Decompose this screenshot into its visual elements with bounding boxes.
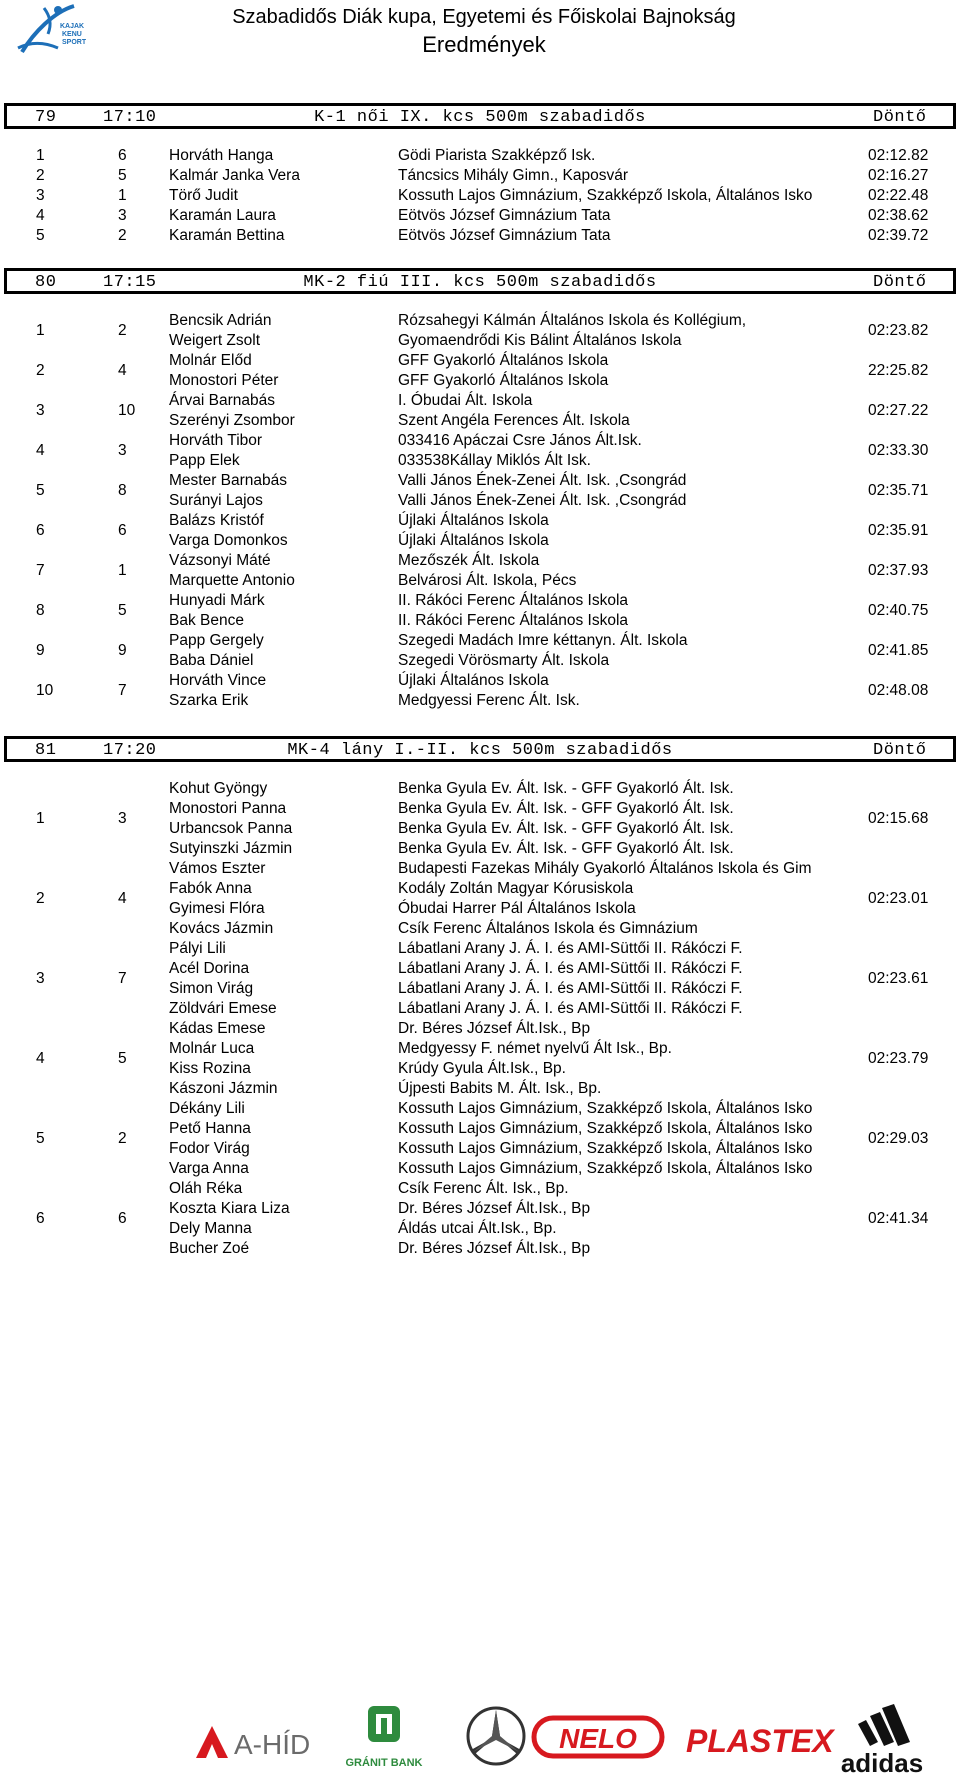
- rank: 1: [36, 322, 45, 339]
- club-name: GFF Gyakorló Általános Iskola: [398, 352, 609, 369]
- result-row: [0, 431, 960, 471]
- result-row: [0, 311, 960, 351]
- athlete-name: Horváth Vince: [169, 672, 267, 689]
- a-hid-logo: [196, 1726, 310, 1760]
- club-name: Újlaki Általános Iskola: [398, 672, 549, 689]
- lane: 4: [118, 890, 127, 907]
- mercedes-logo: [468, 1708, 524, 1764]
- athlete-name: Balázs Kristóf: [169, 512, 264, 529]
- page-subtitle: Eredmények: [422, 32, 546, 57]
- result-row: [0, 1019, 960, 1099]
- athlete-name: Monostori Panna: [169, 800, 287, 817]
- athlete-name: Papp Gergely: [169, 632, 264, 649]
- athlete-name: Dékány Lili: [169, 1100, 245, 1117]
- club-name: II. Rákóci Ferenc Általános Iskola: [398, 592, 629, 609]
- club-name: I. Óbudai Ált. Iskola: [398, 392, 533, 409]
- club-name: Rózsahegyi Kálmán Általános Iskola és Kollégium,: [398, 312, 747, 329]
- result-row: [0, 671, 960, 711]
- svg-text:GRÁNIT BANK: GRÁNIT BANK: [345, 1757, 423, 1769]
- athlete-name: Molnár Luca: [169, 1040, 255, 1057]
- athlete-name: Varga Anna: [169, 1160, 249, 1177]
- club-name: Szent Angéla Ferences Ált. Iskola: [398, 412, 630, 429]
- finish-time: 02:27.22: [868, 402, 929, 419]
- finish-time: 02:35.91: [868, 522, 929, 539]
- race-name: MK-4 lány I.-II. kcs 500m szabadidős: [287, 741, 673, 760]
- club-name: Dr. Béres József Ált.Isk., Bp: [398, 1200, 591, 1217]
- club-name: Szegedi Vörösmarty Ált. Iskola: [398, 652, 610, 669]
- svg-text:adidas: adidas: [840, 1748, 924, 1778]
- race-header: [4, 268, 956, 294]
- athlete-name: Oláh Réka: [169, 1180, 243, 1197]
- result-row: [0, 859, 960, 939]
- athlete-name: Karamán Bettina: [169, 227, 285, 244]
- lane: 8: [118, 482, 127, 499]
- svg-text:KENU: KENU: [62, 31, 82, 38]
- athlete-name: Hunyadi Márk: [169, 592, 265, 609]
- club-name: Lábatlani Arany J. Á. I. és AMI-Süttői II. Rákóczi F.: [398, 960, 743, 977]
- athlete-name: Kalmár Janka Vera: [169, 167, 300, 184]
- club-name: Medgyessy F. német nyelvű Ált Isk., Bp.: [398, 1040, 672, 1057]
- finish-time: 02:22.48: [868, 187, 929, 204]
- lane: 3: [118, 810, 127, 827]
- finish-time: 02:38.62: [868, 207, 929, 224]
- rank: 2: [36, 167, 45, 184]
- club-name: Csík Ferenc Ált. Isk., Bp.: [398, 1180, 569, 1197]
- athlete-name: Szerényi Zsombor: [169, 412, 295, 429]
- athlete-name: Vázsonyi Máté: [169, 552, 271, 569]
- club-name: Kossuth Lajos Gimnázium, Szakképző Iskola, Általános Isko: [398, 1160, 813, 1177]
- finish-time: 02:35.71: [868, 482, 929, 499]
- race-number: 80: [35, 273, 57, 292]
- race-phase: Döntő: [873, 108, 927, 127]
- rank: 9: [36, 642, 45, 659]
- rank: 3: [36, 970, 45, 987]
- athlete-name: Varga Domonkos: [169, 532, 288, 549]
- club-name: Kossuth Lajos Gimnázium, Szakképző Iskola, Általános Isko: [398, 1120, 813, 1137]
- club-name: Csík Ferenc Általános Iskola és Gimnázium: [398, 920, 698, 937]
- club-name: Benka Gyula Ev. Ált. Isk. - GFF Gyakorló Ált. Isk.: [398, 800, 734, 817]
- svg-text:PLASTEX: PLASTEX: [686, 1723, 834, 1759]
- result-row: [0, 471, 960, 511]
- lane: 6: [118, 522, 127, 539]
- club-name: Táncsics Mihály Gimn., Kaposvár: [398, 167, 628, 184]
- result-row: [0, 779, 960, 859]
- athlete-name: Kászoni Jázmin: [169, 1080, 278, 1097]
- athlete-name: Karamán Laura: [169, 207, 276, 224]
- result-row: [0, 226, 960, 246]
- club-name: Mezőszék Ált. Iskola: [398, 552, 540, 569]
- athlete-name: Molnár Előd: [169, 352, 252, 369]
- result-row: [0, 1099, 960, 1179]
- lane: 1: [118, 562, 127, 579]
- club-name: Újlaki Általános Iskola: [398, 512, 549, 529]
- club-name: Kossuth Lajos Gimnázium, Szakképző Iskola, Általános Isko: [398, 1140, 813, 1157]
- rank: 6: [36, 1210, 45, 1227]
- lane: 7: [118, 970, 127, 987]
- granit-bank-logo: [346, 1706, 423, 1769]
- athlete-name: Fodor Virág: [169, 1140, 250, 1157]
- athlete-name: Fabók Anna: [169, 880, 252, 897]
- club-name: Valli János Ének-Zenei Ált. Isk. ,Csongrád: [398, 492, 687, 509]
- race-number: 81: [35, 741, 57, 760]
- lane: 1: [118, 187, 127, 204]
- page-title: Szabadidős Diák kupa, Egyetemi és Főiskolai Bajnokság: [232, 6, 736, 28]
- lane: 9: [118, 642, 127, 659]
- finish-time: 02:29.03: [868, 1130, 929, 1147]
- lane: 10: [118, 402, 136, 419]
- finish-time: 02:33.30: [868, 442, 929, 459]
- result-row: [0, 166, 960, 186]
- finish-time: 02:41.85: [868, 642, 929, 659]
- sponsor-bar: [0, 1696, 960, 1778]
- athlete-name: Koszta Kiara Liza: [169, 1200, 290, 1217]
- result-row: [0, 1179, 960, 1259]
- athlete-name: Zöldvári Emese: [169, 1000, 277, 1017]
- finish-time: 02:23.82: [868, 322, 929, 339]
- athlete-name: Baba Dániel: [169, 652, 254, 669]
- club-name: Kossuth Lajos Gimnázium, Szakképző Iskola, Általános Isko: [398, 187, 813, 204]
- club-name: 033538Kállay Miklós Ált Isk.: [398, 452, 591, 469]
- rank: 4: [36, 1050, 45, 1067]
- lane: 7: [118, 682, 127, 699]
- svg-text:A-HÍD: A-HÍD: [234, 1729, 311, 1760]
- svg-text:NELO: NELO: [559, 1723, 637, 1754]
- athlete-name: Marquette Antonio: [169, 572, 295, 589]
- rank: 4: [36, 442, 45, 459]
- club-name: Gyomaendrődi Kis Bálint Általános Iskola: [398, 332, 682, 349]
- lane: 2: [118, 1130, 127, 1147]
- athlete-name: Bencsik Adrián: [169, 312, 272, 329]
- rank: 8: [36, 602, 45, 619]
- club-name: Benka Gyula Ev. Ált. Isk. - GFF Gyakorló Ált. Isk.: [398, 780, 734, 797]
- athlete-name: Szarka Erik: [169, 692, 249, 709]
- athlete-name: Gyimesi Flóra: [169, 900, 265, 917]
- race-name: MK-2 fiú III. kcs 500m szabadidős: [303, 273, 657, 292]
- club-name: Krúdy Gyula Ált.Isk., Bp.: [398, 1060, 566, 1077]
- rank: 3: [36, 402, 45, 419]
- finish-time: 02:39.72: [868, 227, 929, 244]
- svg-text:KAJAK: KAJAK: [60, 23, 85, 30]
- rank: 10: [36, 682, 54, 699]
- result-row: [0, 391, 960, 431]
- athlete-name: Simon Virág: [169, 980, 254, 997]
- club-name: GFF Gyakorló Általános Iskola: [398, 372, 609, 389]
- rank: 3: [36, 187, 45, 204]
- club-name: Gödi Piarista Szakképző Isk.: [398, 147, 596, 164]
- athlete-name: Sutyinszki Jázmin: [169, 840, 293, 857]
- rank: 5: [36, 482, 45, 499]
- athlete-name: Weigert Zsolt: [169, 332, 261, 349]
- club-name: Eötvös József Gimnázium Tata: [398, 227, 611, 244]
- athlete-name: Urbancsok Panna: [169, 820, 293, 837]
- rank: 1: [36, 810, 45, 827]
- lane: 3: [118, 207, 127, 224]
- athlete-name: Kovács Jázmin: [169, 920, 274, 937]
- finish-time: 02:41.34: [868, 1210, 929, 1227]
- club-name: Dr. Béres József Ált.Isk., Bp: [398, 1240, 591, 1257]
- result-row: [0, 206, 960, 226]
- club-name: Belvárosi Ált. Iskola, Pécs: [398, 572, 577, 589]
- finish-time: 02:23.01: [868, 890, 929, 907]
- club-name: Dr. Béres József Ált.Isk., Bp: [398, 1020, 591, 1037]
- race-header: [4, 736, 956, 762]
- athlete-name: Vámos Eszter: [169, 860, 266, 877]
- race-phase: Döntő: [873, 273, 927, 292]
- club-name: Áldás utcai Ált.Isk., Bp.: [398, 1220, 557, 1237]
- athlete-name: Kohut Gyöngy: [169, 780, 268, 797]
- club-name: Valli János Ének-Zenei Ált. Isk. ,Csongrád: [398, 472, 687, 489]
- result-row: [0, 631, 960, 671]
- race-name: K-1 női IX. kcs 500m szabadidős: [314, 108, 646, 127]
- result-row: [0, 186, 960, 206]
- rank: 5: [36, 1130, 45, 1147]
- finish-time: 02:23.79: [868, 1050, 929, 1067]
- finish-time: 02:37.93: [868, 562, 929, 579]
- club-name: II. Rákóci Ferenc Általános Iskola: [398, 612, 629, 629]
- club-name: Benka Gyula Ev. Ált. Isk. - GFF Gyakorló Ált. Isk.: [398, 820, 734, 837]
- club-name: 033416 Apáczai Csre János Ált.Isk.: [398, 432, 642, 449]
- club-name: Kossuth Lajos Gimnázium, Szakképző Iskola, Általános Isko: [398, 1100, 813, 1117]
- race-header: [4, 103, 956, 129]
- athlete-name: Kiss Rozina: [169, 1060, 251, 1077]
- club-name: Lábatlani Arany J. Á. I. és AMI-Süttői II. Rákóczi F.: [398, 980, 743, 997]
- lane: 2: [118, 322, 127, 339]
- race-time: 17:15: [103, 273, 157, 292]
- race-number: 79: [35, 108, 57, 127]
- club-name: Szegedi Madách Imre kéttanyn. Ált. Iskola: [398, 632, 688, 649]
- athlete-name: Mester Barnabás: [169, 472, 288, 489]
- rank: 2: [36, 890, 45, 907]
- finish-time: 02:12.82: [868, 147, 929, 164]
- rank: 2: [36, 362, 45, 379]
- kajak-kenu-sport-logo: [14, 2, 86, 58]
- athlete-name: Árvai Barnabás: [169, 392, 275, 409]
- result-row: [0, 146, 960, 166]
- athlete-name: Dely Manna: [169, 1220, 252, 1237]
- club-name: Benka Gyula Ev. Ált. Isk. - GFF Gyakorló Ált. Isk.: [398, 840, 734, 857]
- result-row: [0, 511, 960, 551]
- athlete-name: Papp Elek: [169, 452, 240, 469]
- athlete-name: Törő Judit: [169, 187, 238, 204]
- lane: 3: [118, 442, 127, 459]
- lane: 4: [118, 362, 127, 379]
- finish-time: 02:48.08: [868, 682, 929, 699]
- lane: 5: [118, 1050, 127, 1067]
- race-time: 17:10: [103, 108, 157, 127]
- club-name: Újlaki Általános Iskola: [398, 532, 549, 549]
- athlete-name: Pályi Lili: [169, 940, 226, 957]
- race-phase: Döntő: [873, 741, 927, 760]
- rank: 4: [36, 207, 45, 224]
- athlete-name: Pető Hanna: [169, 1120, 251, 1137]
- finish-time: 02:15.68: [868, 810, 929, 827]
- club-name: Lábatlani Arany J. Á. I. és AMI-Süttői II. Rákóczi F.: [398, 940, 743, 957]
- club-name: Lábatlani Arany J. Á. I. és AMI-Süttői II. Rákóczi F.: [398, 1000, 743, 1017]
- result-row: [0, 591, 960, 631]
- race-time: 17:20: [103, 741, 157, 760]
- lane: 2: [118, 227, 127, 244]
- svg-text:SPORT: SPORT: [62, 39, 86, 46]
- rank: 7: [36, 562, 45, 579]
- club-name: Budapesti Fazekas Mihály Gyakorló Általános Iskola és Gim: [398, 860, 812, 877]
- lane: 5: [118, 167, 127, 184]
- club-name: Medgyessi Ferenc Ált. Isk.: [398, 692, 580, 709]
- finish-time: 02:40.75: [868, 602, 929, 619]
- club-name: Eötvös József Gimnázium Tata: [398, 207, 611, 224]
- rank: 5: [36, 227, 45, 244]
- result-row: [0, 551, 960, 591]
- lane: 5: [118, 602, 127, 619]
- athlete-name: Bucher Zoé: [169, 1240, 250, 1257]
- result-row: [0, 351, 960, 391]
- club-name: Óbudai Harrer Pál Általános Iskola: [398, 900, 636, 917]
- finish-time: 02:16.27: [868, 167, 929, 184]
- adidas-logo: [841, 1704, 923, 1778]
- rank: 6: [36, 522, 45, 539]
- nelo-logo: [534, 1718, 662, 1756]
- club-name: Kodály Zoltán Magyar Kórusiskola: [398, 880, 634, 897]
- athlete-name: Horváth Hanga: [169, 147, 274, 164]
- finish-time: 02:23.61: [868, 970, 929, 987]
- rank: 1: [36, 147, 45, 164]
- athlete-name: Surányi Lajos: [169, 492, 263, 509]
- lane: 6: [118, 147, 127, 164]
- athlete-name: Horváth Tibor: [169, 432, 263, 449]
- result-row: [0, 939, 960, 1019]
- athlete-name: Monostori Péter: [169, 372, 279, 389]
- lane: 6: [118, 1210, 127, 1227]
- athlete-name: Acél Dorina: [169, 960, 250, 977]
- plastex-logo: [686, 1723, 835, 1759]
- athlete-name: Kádas Emese: [169, 1020, 266, 1037]
- finish-time: 22:25.82: [868, 362, 929, 379]
- club-name: Újpesti Babits M. Ált. Isk., Bp.: [398, 1080, 602, 1097]
- athlete-name: Bak Bence: [169, 612, 244, 629]
